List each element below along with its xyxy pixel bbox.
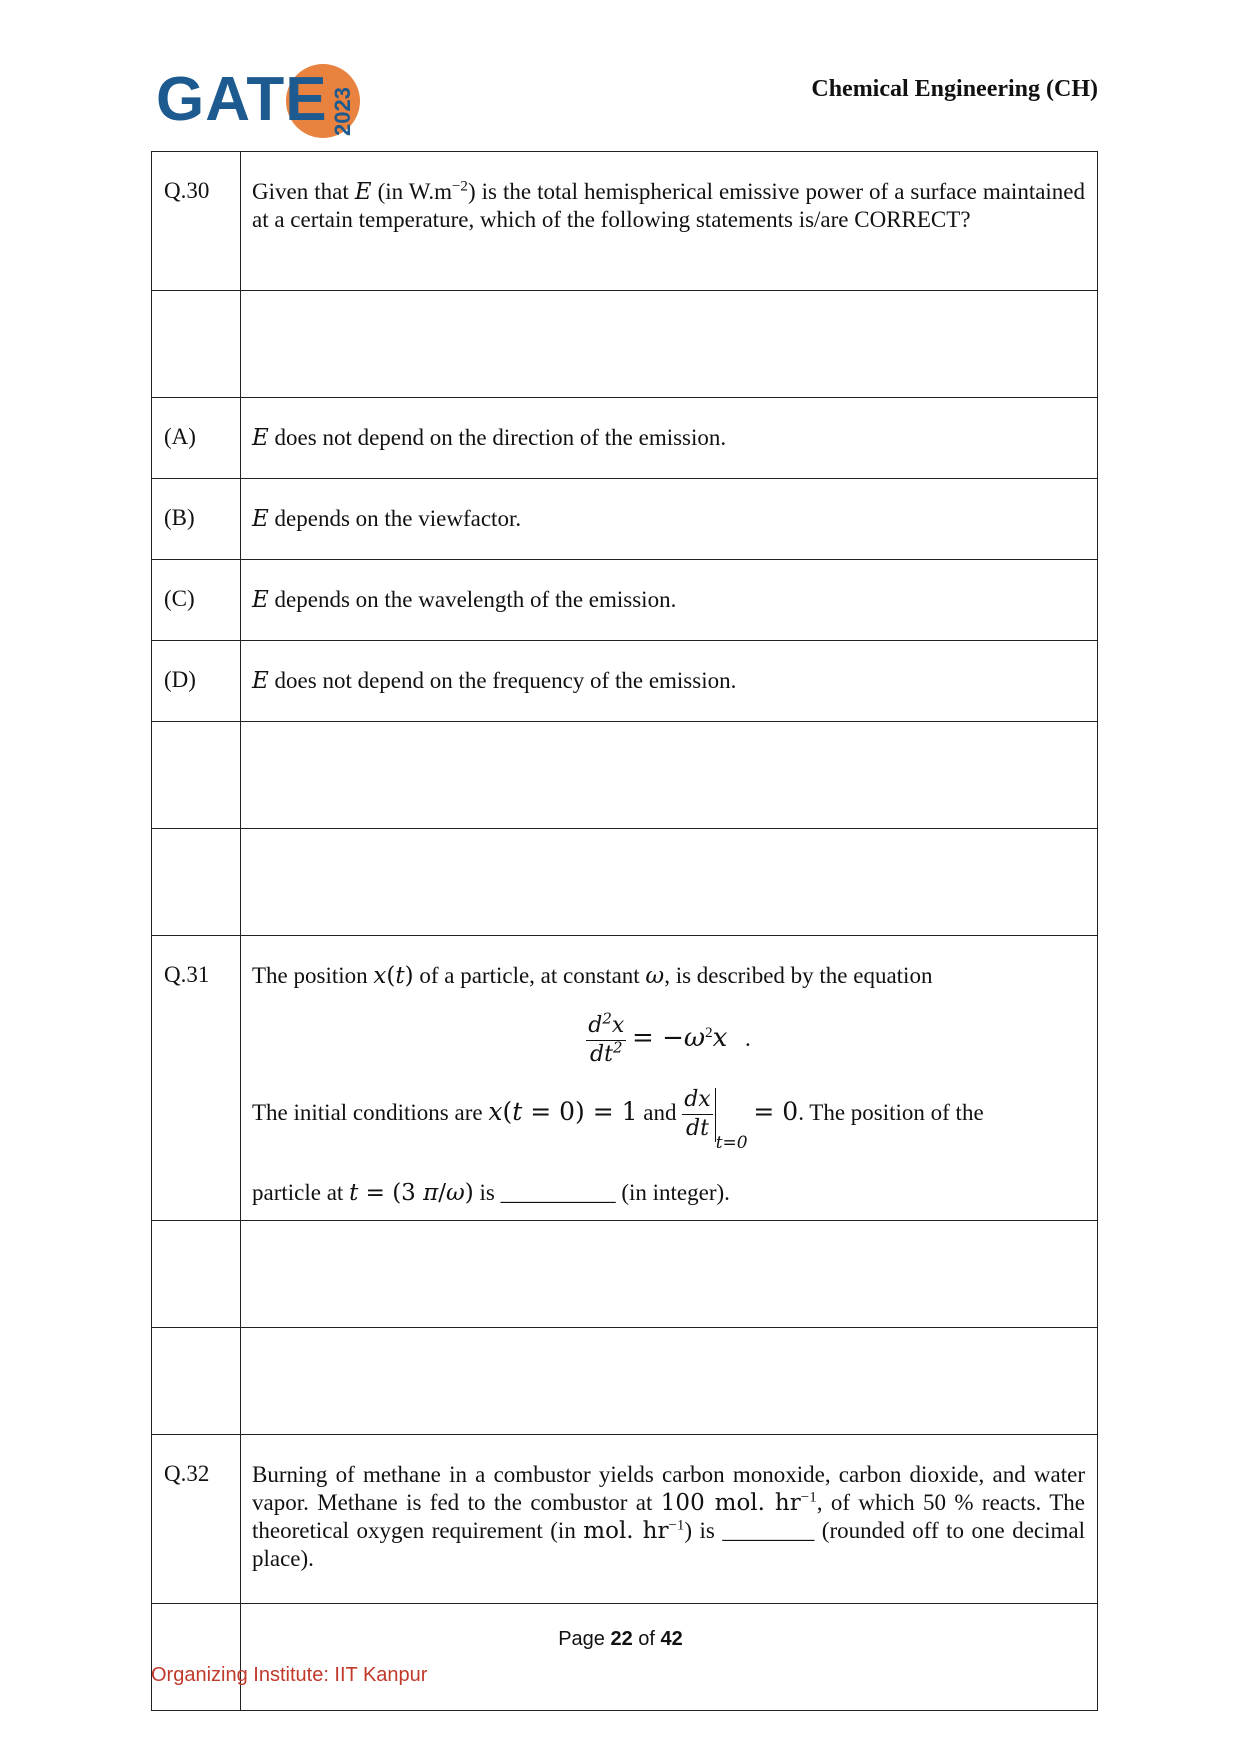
blank-row [152,1604,1098,1711]
option-text: E depends on the viewfactor. [241,479,1098,560]
logo-year: 2023 [330,87,355,136]
blank-row [152,291,1098,398]
logo-text: GATE [156,65,328,134]
differential-equation: $\frac{d^2x}{dt^2}$ = $-\omega^2x$ . [588,1009,751,1067]
option-text: E depends on the wavelength of the emission. [241,560,1098,641]
questions-table [151,151,1098,1711]
option-text: E does not depend on the direction of the emission. [241,398,1098,479]
blank-row [152,722,1098,829]
question-row-q30 [152,152,1098,291]
question-number: Q.32 [152,1435,241,1604]
question-text: Burning of methane in a combustor yields carbon monoxide, carbon dioxide, and water vapor. Methane is fed to the combustor at 100 mol. $hr^{-1}$, of which 50 % reacts. The theoretical oxygen requirement (in mol. $hr^{-1}$) is ________ (rounded off to one decimal place). [241,1435,1098,1604]
q31-line1: The position x(t) of a particle, at constant ω, is described by the equation [252,963,933,989]
blank-row [152,1221,1098,1328]
option-label: (A) [152,398,241,479]
question-number: Q.31 [152,936,241,1221]
option-text: E does not depend on the frequency of the emission. [241,641,1098,722]
option-label: (B) [152,479,241,560]
question-row-q32 [152,1435,1098,1604]
blank-row [152,829,1098,936]
question-row-q31 [152,936,1098,1221]
q31-initial-conditions: The initial conditions are x(t = 0) = 1 and $\frac{dx}{dt}$ t=0 = 0. The position of the [252,1087,984,1153]
question-number: Q.30 [152,152,241,291]
option-row [152,641,1098,722]
gate-2023-logo [156,60,356,140]
blank-row [152,1328,1098,1435]
option-row [152,398,1098,479]
option-label: (D) [152,641,241,722]
q31-last-line: particle at t = (3 π/ω) is __________ (in integer). [252,1179,730,1206]
organizing-institute: Organizing Institute: IIT Kanpur [151,1664,428,1686]
option-label: (C) [152,560,241,641]
question-text [241,936,1098,1221]
paper-title: Chemical Engineering (CH) [811,76,1098,102]
page-number: Page 22 of 42 [558,1628,683,1650]
option-row [152,479,1098,560]
question-text: Given that E (in $W.m^{-2}$) is the total hemispherical emissive power of a surface maintained at a certain temperature, which of the following statements is/are CORRECT? [241,152,1098,291]
option-row [152,560,1098,641]
